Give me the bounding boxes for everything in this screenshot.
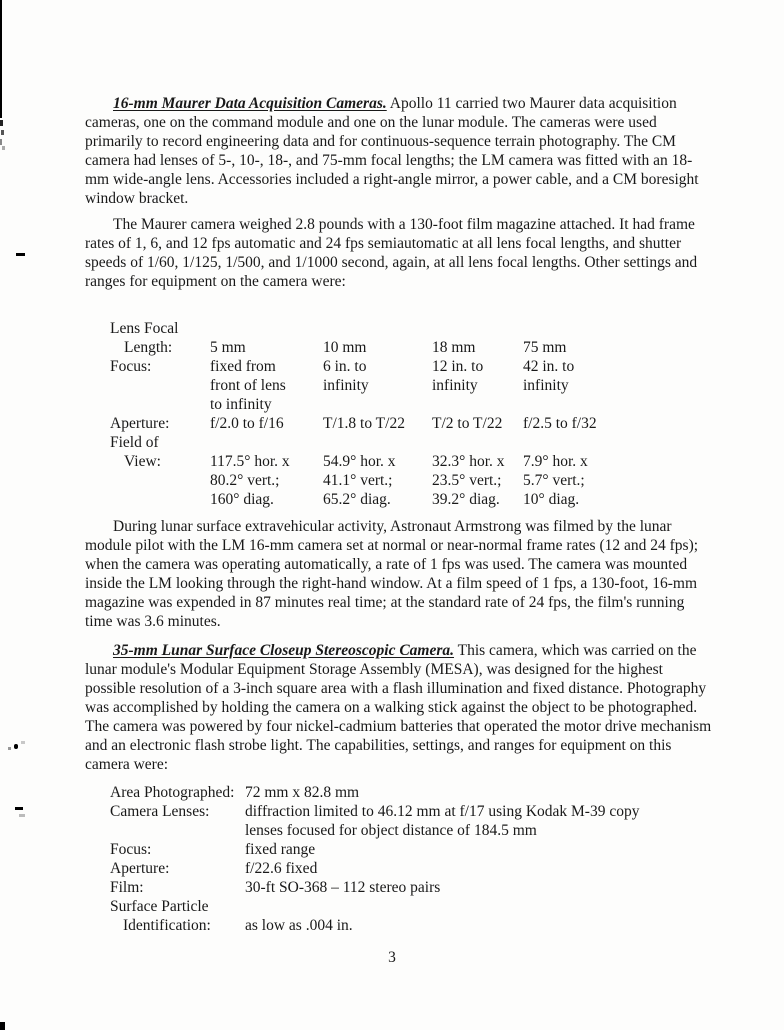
lens-table-cell: 23.5° vert.;: [432, 472, 502, 489]
lens-table-cell: [523, 319, 715, 338]
section-heading-35mm-camera: 35-mm Lunar Surface Closeup Stereoscopic Camera.: [113, 642, 455, 659]
lens-table-cell: f/2.0 to f/16: [210, 415, 284, 432]
spec-value-camera-lenses: diffraction limited to 46.12 mm at f/17 using Kodak M-39 copy: [245, 803, 640, 820]
scan-artifact-dot: [14, 744, 18, 749]
lens-table-row: [85, 471, 715, 490]
lens-table-cell: 5.7° vert.;: [523, 472, 585, 489]
page-number: 3: [388, 949, 396, 966]
lens-table-cell: 10 mm: [323, 339, 367, 356]
paragraph-16mm-intro: [85, 94, 715, 208]
lens-table-row: [85, 414, 715, 433]
spec-value-camera-lenses-cont: lenses focused for object distance of 184.5 mm: [245, 822, 537, 839]
spec-label-aperture: Aperture:: [110, 860, 170, 877]
spec-value-blank: [245, 897, 715, 916]
lens-table-cell: [210, 319, 323, 338]
spec-value-focus: fixed range: [245, 841, 316, 858]
lens-table-cell: 75 mm: [523, 339, 567, 356]
spec-value-film: 30-ft SO-368 – 112 stereo pairs: [245, 879, 441, 896]
spec-row: [85, 821, 715, 840]
lens-table-cell: 10° diag.: [523, 491, 580, 508]
section-heading-16mm-camera: 16-mm Maurer Data Acquisition Cameras.: [113, 95, 387, 112]
lens-table-cell: [523, 395, 715, 414]
closeup-spec-list: [85, 783, 715, 935]
lens-table-row: [85, 319, 715, 338]
lens-table-cell: T/1.8 to T/22: [323, 415, 405, 432]
spec-row: [85, 859, 715, 878]
lens-table-cell: [323, 395, 432, 414]
lens-table-cell: [110, 471, 210, 490]
scan-artifact-corner-mark: [0, 1022, 5, 1030]
lens-table-cell: 18 mm: [432, 339, 476, 356]
spec-label-focus: Focus:: [110, 841, 152, 858]
lens-table-cell: 42 in. to: [523, 358, 575, 375]
lens-table-row: [85, 357, 715, 376]
lens-table-cell: [110, 395, 210, 414]
scan-artifact-speckle: [1, 130, 4, 135]
lens-table-row: [85, 452, 715, 471]
lens-table-cell: 39.2° diag.: [432, 491, 500, 508]
lens-table-cell: 54.9° hor. x: [323, 453, 396, 470]
lens-table-cell: 6 in. to: [323, 358, 367, 375]
lens-spec-table: [85, 319, 715, 509]
lens-table-row: [85, 395, 715, 414]
lens-table-cell: [110, 490, 210, 509]
lens-table-cell: 32.3° hor. x: [432, 453, 505, 470]
lens-table-cell: [110, 376, 210, 395]
scan-artifact-speckle: [0, 120, 3, 126]
scan-artifact-speckle: [19, 814, 25, 817]
lens-table-cell: fixed from: [210, 358, 276, 375]
lens-table-cell: 117.5° hor. x: [210, 453, 290, 470]
spec-label-camera-lenses: Camera Lenses:: [110, 803, 210, 820]
spec-label-film: Film:: [110, 879, 144, 896]
spec-value-identification: as low as .004 in.: [245, 917, 353, 934]
lens-table-cell: [523, 433, 715, 452]
lens-table-cell: 65.2° diag.: [323, 491, 391, 508]
lens-table-cell: infinity: [523, 377, 569, 394]
paragraph-35mm-intro: [85, 641, 715, 774]
spec-row: [85, 878, 715, 897]
spec-label-area-photographed: Area Photographed:: [110, 784, 235, 801]
lens-table-cell: [432, 319, 523, 338]
spec-row: [85, 897, 715, 916]
scan-artifact-speckle: [0, 139, 2, 145]
spec-row: [85, 802, 715, 821]
lens-table-row: [85, 376, 715, 395]
lens-table-cell: [210, 433, 323, 452]
lens-table-cell: 7.9° hor. x: [523, 453, 588, 470]
spec-value-aperture: f/22.6 fixed: [245, 860, 318, 877]
lens-table-cell: [323, 319, 432, 338]
scan-artifact-speckle: [8, 747, 11, 750]
label-focus: Focus:: [110, 358, 152, 375]
lens-table-cell: infinity: [323, 377, 369, 394]
scan-artifact-speckle: [2, 146, 5, 150]
lens-table-cell: [432, 433, 523, 452]
lens-table-cell: T/2 to T/22: [432, 415, 503, 432]
label-view: View:: [124, 453, 161, 470]
lens-table-cell: front of lens: [210, 377, 286, 394]
lens-table-row: [85, 338, 715, 357]
paragraph-16mm-eva: During lunar surface extravehicular activity, Astronaut Armstrong was filmed by the lunar module pilot with the LM 16-mm camera set at normal or near-normal frame rates (12 and 24 fps); when the camera was operating automatically, a rate of 1 fps was used. The camera was mounted inside the LM looking through the right-hand window. At a film speed of 1 fps, a 130-foot, 16-mm magazine was expended in 87 minutes real time; at the standard rate of 24 fps, the film's running time was 3.6 minutes.: [85, 518, 699, 630]
spec-label-blank: [110, 821, 245, 840]
spec-label-identification: Identification:: [123, 917, 211, 934]
label-field-of: Field of: [110, 434, 159, 451]
lens-table-cell: [323, 433, 432, 452]
lens-table-cell: 41.1° vert.;: [323, 472, 393, 489]
lens-table-cell: f/2.5 to f/32: [523, 415, 597, 432]
scan-artifact-speckle: [21, 741, 25, 744]
lens-table-cell: to infinity: [210, 396, 272, 413]
scan-artifact-dash: [15, 807, 23, 810]
spec-row: [85, 840, 715, 859]
scan-artifact-dash: [16, 253, 25, 256]
lens-table-row: [85, 490, 715, 509]
lens-table-cell: 80.2° vert.;: [210, 472, 280, 489]
paragraph-16mm-weight: The Maurer camera weighed 2.8 pounds with a 130-foot film magazine attached. It had frame rates of 1, 6, and 12 fps automatic and 24 fps semiautomatic at all lens focal lengths, and shutter speeds of 1/60, 1/125, 1/500, and 1/1000 second, again, at all lens focal lengths. Other settings and ranges for equipment on the camera were:: [85, 216, 698, 290]
spec-row: [85, 916, 715, 935]
lens-table-cell: 5 mm: [210, 339, 246, 356]
label-lens-focal: Lens Focal: [110, 320, 179, 337]
lens-table-cell: 12 in. to: [432, 358, 484, 375]
spec-label-surface-particle: Surface Particle: [110, 898, 209, 915]
spec-value-area-photographed: 72 mm x 82.8 mm: [245, 784, 360, 801]
spec-row: [85, 783, 715, 802]
paragraph-16mm-intro-text: Apollo 11 carried two Maurer data acquisition cameras, one on the command module and one on the lunar module. The cameras were used primarily to record engineering data and for continuous-sequence terrain photography. The CM camera had lenses of 5-, 10-, 18-, and 75-mm focal lengths; the LM camera was fitted with an 18-mm wide-angle lens. Accessories included a right-angle mirror, a power cable, and a CM boresight window bracket.: [85, 95, 699, 207]
lens-table-row: [85, 433, 715, 452]
lens-table-cell: [432, 395, 523, 414]
label-length: Length:: [124, 339, 173, 356]
lens-table-cell: infinity: [432, 377, 478, 394]
lens-table-cell: 160° diag.: [210, 491, 274, 508]
scan-artifact-left-edge-line: [0, 0, 2, 118]
paragraph-35mm-intro-text: This camera, which was carried on the lunar module's Modular Equipment Storage Assembly (MESA), was designed for the highest possible resolution of a 3-inch square area with a flash illumination and fixed distance. Photography was accomplished by holding the camera on a walking stick against the object to be photographed. The camera was powered by four nickel-cadmium batteries that operated the motor drive mechanism and an electronic flash strobe light. The capabilities, settings, and ranges for equipment on this camera were:: [85, 642, 712, 773]
label-aperture: Aperture:: [110, 415, 170, 432]
